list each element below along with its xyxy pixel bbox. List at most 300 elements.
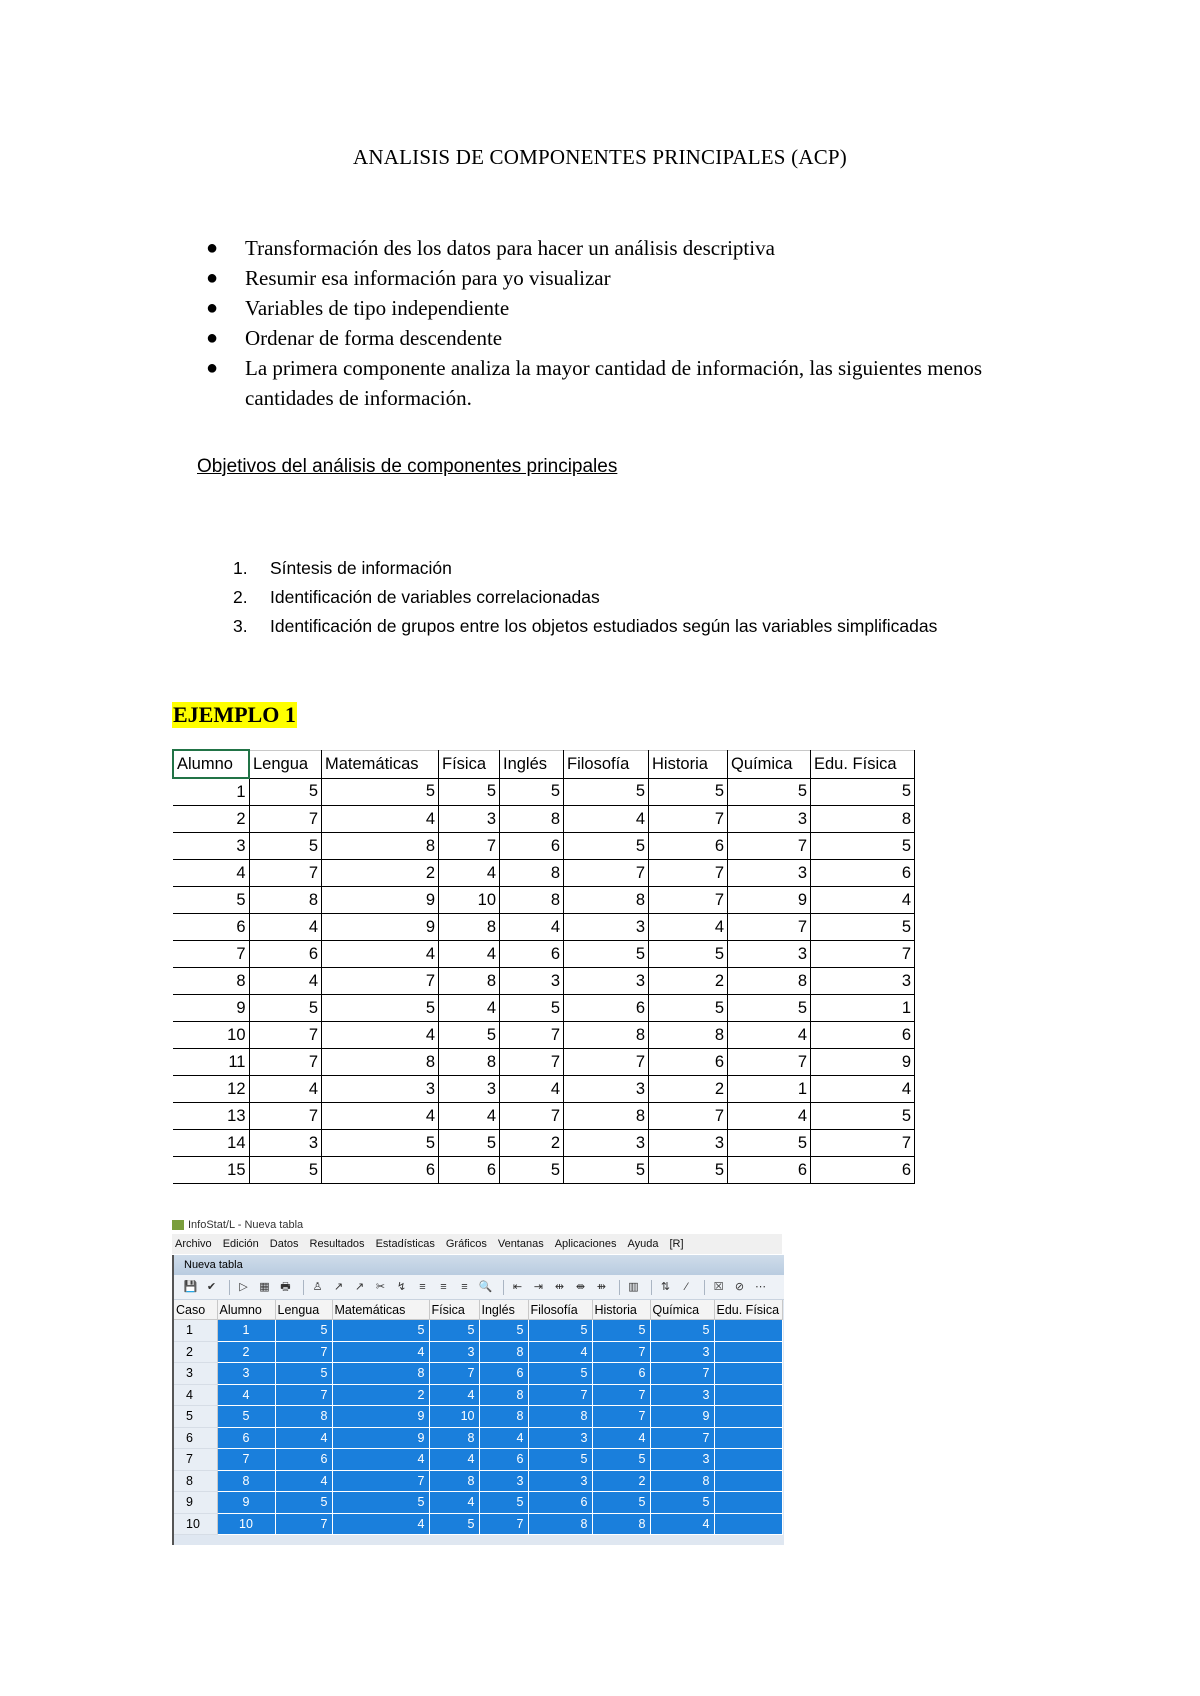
table-cell: 4 — [500, 1076, 564, 1103]
grid-cell[interactable]: 4 — [332, 1341, 429, 1363]
toolbar-separator — [651, 1280, 652, 1295]
table-cell: 7 — [500, 1022, 564, 1049]
grid-row[interactable] — [174, 1449, 782, 1471]
table-cell: 7 — [439, 833, 500, 860]
app-menu-bar — [172, 1234, 782, 1254]
table-cell: 7 — [249, 860, 322, 887]
bullet-list — [200, 233, 1060, 413]
grid-cell[interactable]: 7 — [429, 1363, 479, 1385]
grid-cell[interactable]: 4 — [275, 1470, 332, 1492]
grid-cell[interactable]: 9 — [217, 1492, 275, 1514]
grid-cell-empty[interactable] — [714, 1513, 782, 1535]
grid-column-header[interactable]: Matemáticas — [332, 1300, 429, 1320]
table-cell: 4 — [439, 941, 500, 968]
grid-cell[interactable]: 8 — [217, 1470, 275, 1492]
table-cell: 7 — [500, 1103, 564, 1130]
table-cell: 8 — [322, 833, 439, 860]
toolbar-icon[interactable]: ↯ — [396, 1280, 407, 1293]
grid-case-number[interactable]: 1 — [174, 1320, 217, 1342]
table-cell: 6 — [500, 833, 564, 860]
grid-cell-empty[interactable] — [714, 1320, 782, 1342]
table-row — [173, 1130, 915, 1157]
table-cell: 9 — [811, 1049, 915, 1076]
table-cell: 4 — [500, 914, 564, 941]
grid-cell[interactable]: 2 — [217, 1341, 275, 1363]
infostat-grid — [174, 1300, 783, 1535]
toolbar-icon[interactable]: ↗ — [354, 1280, 365, 1293]
grid-cell[interactable]: 5 — [592, 1449, 650, 1471]
table-cell: 7 — [649, 887, 728, 914]
toolbar-icon[interactable]: ⁄ — [685, 1280, 688, 1293]
grid-cell[interactable]: 4 — [429, 1492, 479, 1514]
grid-cell[interactable]: 7 — [592, 1384, 650, 1406]
table-cell: 7 — [728, 833, 811, 860]
grid-row[interactable] — [174, 1470, 782, 1492]
table-cell: 5 — [811, 914, 915, 941]
table-cell: 2 — [649, 1076, 728, 1103]
grid-cell[interactable]: 5 — [332, 1492, 429, 1514]
table-cell: 5 — [811, 833, 915, 860]
grid-cell-empty[interactable] — [714, 1341, 782, 1363]
grid-cell[interactable]: 8 — [429, 1427, 479, 1449]
table-cell: 3 — [564, 1076, 649, 1103]
document-title: ANALISIS DE COMPONENTES PRINCIPALES (ACP) — [353, 145, 847, 169]
grid-column-header[interactable]: Física — [429, 1300, 479, 1320]
table-cell: 3 — [564, 914, 649, 941]
grid-case-number[interactable]: 6 — [174, 1427, 217, 1449]
grid-case-number[interactable]: 7 — [174, 1449, 217, 1471]
table-cell: 8 — [811, 806, 915, 833]
column-header: Alumno — [173, 750, 249, 778]
table-cell: 3 — [500, 968, 564, 995]
table-cell: 8 — [564, 887, 649, 914]
bullet-dot-icon: ● — [206, 327, 219, 349]
grid-column-header[interactable]: Historia — [592, 1300, 650, 1320]
table-cell: 4 — [728, 1103, 811, 1130]
grid-cell[interactable]: 8 — [528, 1406, 592, 1428]
grid-cell[interactable]: 7 — [650, 1363, 714, 1385]
toolbar-icon[interactable]: ⋯ — [755, 1280, 766, 1293]
bullet-text: La primera componente analiza la mayor cantidad de información, las siguientes menos cantidades de información. — [245, 356, 983, 410]
table-cell: 5 — [649, 778, 728, 806]
spreadsheet-table — [172, 749, 915, 1184]
grid-row[interactable] — [174, 1406, 782, 1428]
grid-cell[interactable]: 4 — [592, 1427, 650, 1449]
grid-cell[interactable]: 5 — [528, 1363, 592, 1385]
toolbar-icon[interactable]: ▦ — [259, 1280, 270, 1293]
grid-case-number[interactable]: 2 — [174, 1341, 217, 1363]
grid-column-header[interactable]: Lengua — [275, 1300, 332, 1320]
toolbar-icon[interactable]: ▷ — [239, 1280, 248, 1293]
grid-cell[interactable]: 6 — [479, 1449, 528, 1471]
app-toolbar — [174, 1275, 784, 1300]
menu-item[interactable]: Estadísticas — [375, 1238, 435, 1250]
grid-cell[interactable]: 5 — [275, 1363, 332, 1385]
table-row — [173, 860, 915, 887]
grid-cell[interactable]: 10 — [217, 1513, 275, 1535]
table-cell: 15 — [173, 1157, 249, 1184]
objective-item — [233, 554, 937, 583]
grid-column-header[interactable]: Filosofía — [528, 1300, 592, 1320]
table-cell: 4 — [322, 1103, 439, 1130]
table-cell: 3 — [173, 833, 249, 860]
table-cell: 7 — [249, 1049, 322, 1076]
grid-cell[interactable]: 10 — [429, 1406, 479, 1428]
table-cell: 1 — [173, 778, 249, 806]
table-cell: 14 — [173, 1130, 249, 1157]
table-cell: 5 — [500, 995, 564, 1022]
grid-cell-empty[interactable] — [714, 1427, 782, 1449]
grid-cell[interactable]: 7 — [332, 1470, 429, 1492]
toolbar-icon[interactable]: ⇻ — [596, 1280, 607, 1293]
grid-cell[interactable]: 4 — [429, 1384, 479, 1406]
menu-item[interactable]: Ayuda — [627, 1238, 659, 1250]
toolbar-icon[interactable]: 🖶 — [280, 1280, 291, 1293]
table-cell: 7 — [249, 806, 322, 833]
table-cell: 4 — [249, 1076, 322, 1103]
toolbar-icon[interactable]: 💾 — [183, 1280, 198, 1293]
table-cell: 8 — [500, 887, 564, 914]
table-cell: 8 — [728, 968, 811, 995]
table-cell: 5 — [811, 1103, 915, 1130]
table-cell: 5 — [728, 995, 811, 1022]
table-cell: 5 — [322, 995, 439, 1022]
grid-cell[interactable]: 3 — [528, 1427, 592, 1449]
menu-item[interactable]: Archivo — [175, 1238, 212, 1250]
column-header: Física — [439, 750, 500, 778]
table-row — [173, 941, 915, 968]
toolbar-icon[interactable]: ⇅ — [660, 1280, 671, 1293]
grid-cell[interactable]: 3 — [528, 1470, 592, 1492]
table-cell: 7 — [649, 806, 728, 833]
grid-cell[interactable]: 1 — [217, 1320, 275, 1342]
table-cell: 5 — [439, 778, 500, 806]
grid-cell-empty[interactable] — [714, 1363, 782, 1385]
table-cell: 5 — [649, 1157, 728, 1184]
grid-cell[interactable]: 5 — [217, 1406, 275, 1428]
grid-column-header[interactable]: Química — [650, 1300, 714, 1320]
grid-cell-empty[interactable] — [714, 1384, 782, 1406]
toolbar-separator — [619, 1280, 620, 1295]
table-cell: 10 — [439, 887, 500, 914]
grid-cell[interactable]: 7 — [592, 1341, 650, 1363]
toolbar-icon[interactable]: ⇥ — [533, 1280, 544, 1293]
app-title-bar — [172, 1217, 303, 1233]
objectives-list — [233, 554, 937, 641]
table-row — [173, 833, 915, 860]
grid-cell[interactable]: 5 — [429, 1513, 479, 1535]
menu-item[interactable]: Ventanas — [497, 1238, 544, 1250]
bullet-text: Resumir esa información para yo visualizar — [245, 266, 611, 290]
table-cell: 5 — [173, 887, 249, 914]
grid-cell[interactable]: 8 — [592, 1513, 650, 1535]
grid-row[interactable] — [174, 1513, 782, 1535]
objective-item — [233, 612, 937, 641]
table-cell: 3 — [564, 968, 649, 995]
grid-cell[interactable]: 4 — [217, 1384, 275, 1406]
table-cell: 5 — [649, 941, 728, 968]
grid-cell[interactable]: 7 — [479, 1513, 528, 1535]
bullet-item — [200, 233, 1060, 263]
table-cell: 6 — [249, 941, 322, 968]
bullet-item — [200, 323, 1060, 353]
table-cell: 5 — [564, 1157, 649, 1184]
grid-cell[interactable]: 7 — [275, 1513, 332, 1535]
grid-cell[interactable]: 6 — [217, 1427, 275, 1449]
grid-cell[interactable]: 2 — [332, 1384, 429, 1406]
app-window-title: InfoStat/L - Nueva tabla — [188, 1219, 304, 1231]
grid-cell[interactable]: 9 — [650, 1406, 714, 1428]
table-cell: 7 — [811, 1130, 915, 1157]
table-cell: 2 — [500, 1130, 564, 1157]
grid-cell[interactable]: 4 — [650, 1513, 714, 1535]
toolbar-icon[interactable]: ▥ — [628, 1280, 639, 1293]
table-row — [173, 995, 915, 1022]
data-table-window-title: Nueva tabla — [174, 1255, 784, 1275]
grid-cell[interactable]: 5 — [528, 1320, 592, 1342]
table-cell: 4 — [249, 914, 322, 941]
grid-cell[interactable]: 8 — [479, 1341, 528, 1363]
grid-cell[interactable]: 8 — [528, 1513, 592, 1535]
objective-number: 2. — [233, 587, 248, 607]
table-cell: 12 — [173, 1076, 249, 1103]
table-cell: 8 — [564, 1103, 649, 1130]
grid-row[interactable] — [174, 1341, 782, 1363]
infostat-logo-icon — [172, 1220, 184, 1230]
grid-cell[interactable]: 6 — [275, 1449, 332, 1471]
toolbar-icon[interactable]: ⇼ — [575, 1280, 586, 1293]
grid-column-header[interactable]: Edu. Física — [714, 1300, 782, 1320]
grid-column-header[interactable]: Inglés — [479, 1300, 528, 1320]
table-cell: 5 — [439, 1130, 500, 1157]
grid-column-header[interactable]: Alumno — [217, 1300, 275, 1320]
table-cell: 3 — [439, 806, 500, 833]
menu-item[interactable]: Resultados — [309, 1238, 365, 1250]
toolbar-icon[interactable]: 🔍 — [478, 1280, 493, 1293]
grid-cell[interactable]: 6 — [528, 1492, 592, 1514]
grid-cell[interactable]: 4 — [275, 1427, 332, 1449]
toolbar-icon[interactable]: ≡ — [461, 1280, 468, 1293]
table-cell: 5 — [249, 833, 322, 860]
grid-cell[interactable]: 8 — [479, 1406, 528, 1428]
grid-cell[interactable]: 7 — [650, 1427, 714, 1449]
toolbar-separator — [704, 1280, 705, 1295]
table-cell: 4 — [322, 1022, 439, 1049]
grid-case-number[interactable]: 8 — [174, 1470, 217, 1492]
menu-item[interactable]: [R] — [669, 1238, 684, 1250]
table-cell: 6 — [811, 860, 915, 887]
grid-cell[interactable]: 5 — [429, 1320, 479, 1342]
grid-cell[interactable]: 5 — [650, 1320, 714, 1342]
grid-cell[interactable]: 3 — [429, 1341, 479, 1363]
toolbar-icon[interactable]: ☒ — [713, 1280, 724, 1293]
table-cell: 13 — [173, 1103, 249, 1130]
grid-row[interactable] — [174, 1384, 782, 1406]
grid-cell[interactable]: 8 — [479, 1384, 528, 1406]
toolbar-icon[interactable]: ⊘ — [734, 1280, 745, 1293]
table-cell: 3 — [249, 1130, 322, 1157]
toolbar-separator — [229, 1280, 230, 1295]
grid-cell[interactable]: 7 — [592, 1406, 650, 1428]
table-cell: 6 — [564, 995, 649, 1022]
table-cell: 4 — [322, 941, 439, 968]
objective-text: Identificación de grupos entre los objetos estudiados según las variables simplificadas — [270, 616, 938, 636]
bullet-item — [200, 353, 1060, 413]
grid-cell[interactable]: 5 — [650, 1492, 714, 1514]
grid-row[interactable] — [174, 1320, 782, 1342]
table-cell: 9 — [322, 887, 439, 914]
grid-cell[interactable]: 2 — [592, 1470, 650, 1492]
table-cell: 6 — [649, 833, 728, 860]
grid-cell[interactable]: 5 — [275, 1492, 332, 1514]
objective-number: 1. — [233, 558, 248, 578]
grid-cell[interactable]: 5 — [275, 1320, 332, 1342]
table-cell: 4 — [811, 1076, 915, 1103]
bullet-dot-icon: ● — [206, 357, 219, 379]
grid-cell-empty[interactable] — [714, 1470, 782, 1492]
grid-cell[interactable]: 5 — [332, 1320, 429, 1342]
toolbar-icon[interactable]: ⇹ — [554, 1280, 565, 1293]
grid-case-number[interactable]: 5 — [174, 1406, 217, 1428]
menu-item[interactable]: Datos — [269, 1238, 299, 1250]
toolbar-icon[interactable]: ♙ — [312, 1280, 323, 1293]
grid-column-header[interactable]: Caso — [174, 1300, 217, 1320]
grid-cell[interactable]: 5 — [528, 1449, 592, 1471]
table-cell: 5 — [500, 1157, 564, 1184]
table-cell: 4 — [439, 860, 500, 887]
menu-item[interactable]: Aplicaciones — [554, 1238, 617, 1250]
objective-text: Síntesis de información — [270, 558, 452, 578]
table-cell: 6 — [811, 1022, 915, 1049]
grid-cell[interactable]: 9 — [332, 1406, 429, 1428]
table-cell: 8 — [500, 860, 564, 887]
bullet-item — [200, 263, 1060, 293]
grid-cell[interactable]: 4 — [528, 1341, 592, 1363]
grid-cell[interactable]: 4 — [332, 1449, 429, 1471]
table-cell: 4 — [249, 968, 322, 995]
table-cell: 1 — [811, 995, 915, 1022]
grid-cell[interactable]: 4 — [429, 1449, 479, 1471]
grid-cell[interactable]: 6 — [479, 1363, 528, 1385]
table-cell: 3 — [439, 1076, 500, 1103]
table-cell: 5 — [322, 1130, 439, 1157]
table-cell: 6 — [811, 1157, 915, 1184]
grid-case-number[interactable]: 9 — [174, 1492, 217, 1514]
grid-cell-empty[interactable] — [714, 1449, 782, 1471]
grid-cell[interactable]: 7 — [528, 1384, 592, 1406]
grid-cell[interactable]: 7 — [275, 1341, 332, 1363]
table-cell: 6 — [439, 1157, 500, 1184]
table-cell: 9 — [173, 995, 249, 1022]
grid-cell[interactable]: 6 — [592, 1363, 650, 1385]
bullet-item — [200, 293, 1060, 323]
table-cell: 2 — [173, 806, 249, 833]
grid-cell-empty[interactable] — [714, 1492, 782, 1514]
grid-cell[interactable]: 3 — [650, 1384, 714, 1406]
grid-cell[interactable]: 5 — [592, 1320, 650, 1342]
table-cell: 5 — [249, 995, 322, 1022]
table-cell: 4 — [649, 914, 728, 941]
table-cell: 7 — [564, 860, 649, 887]
objective-text: Identificación de variables correlacionadas — [270, 587, 600, 607]
grid-case-number[interactable]: 3 — [174, 1363, 217, 1385]
table-cell: 5 — [564, 833, 649, 860]
grid-cell[interactable]: 4 — [479, 1427, 528, 1449]
grid-cell[interactable]: 7 — [275, 1384, 332, 1406]
table-row — [173, 914, 915, 941]
grid-cell[interactable]: 3 — [650, 1449, 714, 1471]
grid-cell[interactable]: 9 — [332, 1427, 429, 1449]
table-cell: 9 — [728, 887, 811, 914]
table-cell: 7 — [649, 860, 728, 887]
table-cell: 3 — [564, 1130, 649, 1157]
table-cell: 5 — [249, 1157, 322, 1184]
column-header: Inglés — [500, 750, 564, 778]
grid-cell[interactable]: 3 — [217, 1363, 275, 1385]
table-cell: 8 — [173, 968, 249, 995]
table-cell: 8 — [249, 887, 322, 914]
grid-case-number[interactable]: 10 — [174, 1513, 217, 1535]
grid-cell[interactable]: 3 — [479, 1470, 528, 1492]
example-label: EJEMPLO 1 — [173, 702, 296, 727]
grid-row[interactable] — [174, 1363, 782, 1385]
grid-cell[interactable]: 8 — [429, 1470, 479, 1492]
table-cell: 5 — [322, 778, 439, 806]
menu-item[interactable]: Edición — [222, 1238, 259, 1250]
table-cell: 8 — [500, 806, 564, 833]
table-cell: 1 — [728, 1076, 811, 1103]
table-cell: 4 — [173, 860, 249, 887]
table-row — [173, 1157, 915, 1184]
grid-row[interactable] — [174, 1492, 782, 1514]
grid-cell[interactable]: 7 — [217, 1449, 275, 1471]
grid-cell[interactable]: 8 — [650, 1470, 714, 1492]
toolbar-icon[interactable]: ↗ — [333, 1280, 344, 1293]
bullet-dot-icon: ● — [206, 237, 219, 259]
toolbar-icon[interactable]: ⇤ — [512, 1280, 523, 1293]
table-cell: 7 — [728, 914, 811, 941]
toolbar-icon[interactable]: ✂ — [375, 1280, 386, 1293]
table-cell: 5 — [728, 1130, 811, 1157]
toolbar-icon[interactable]: ≡ — [419, 1280, 426, 1293]
table-cell: 3 — [728, 860, 811, 887]
menu-item[interactable]: Gráficos — [445, 1238, 487, 1250]
column-header: Edu. Física — [811, 750, 915, 778]
grid-cell[interactable]: 5 — [479, 1320, 528, 1342]
grid-cell[interactable]: 5 — [479, 1492, 528, 1514]
grid-cell-empty[interactable] — [714, 1406, 782, 1428]
bullet-text: Ordenar de forma descendente — [245, 326, 503, 350]
table-cell: 2 — [649, 968, 728, 995]
grid-row[interactable] — [174, 1427, 782, 1449]
grid-case-number[interactable]: 4 — [174, 1384, 217, 1406]
grid-cell[interactable]: 4 — [332, 1513, 429, 1535]
grid-cell[interactable]: 8 — [332, 1363, 429, 1385]
grid-cell[interactable]: 3 — [650, 1341, 714, 1363]
toolbar-icon[interactable]: ≡ — [440, 1280, 447, 1293]
table-cell: 6 — [728, 1157, 811, 1184]
toolbar-icon[interactable]: ✔ — [206, 1280, 217, 1293]
infostat-screenshot — [172, 1217, 782, 1545]
grid-cell[interactable]: 5 — [592, 1492, 650, 1514]
table-cell: 3 — [728, 806, 811, 833]
table-cell: 4 — [322, 806, 439, 833]
table-cell: 4 — [728, 1022, 811, 1049]
grid-cell[interactable]: 8 — [275, 1406, 332, 1428]
table-cell: 8 — [439, 914, 500, 941]
table-row — [173, 1076, 915, 1103]
table-cell: 7 — [249, 1103, 322, 1130]
